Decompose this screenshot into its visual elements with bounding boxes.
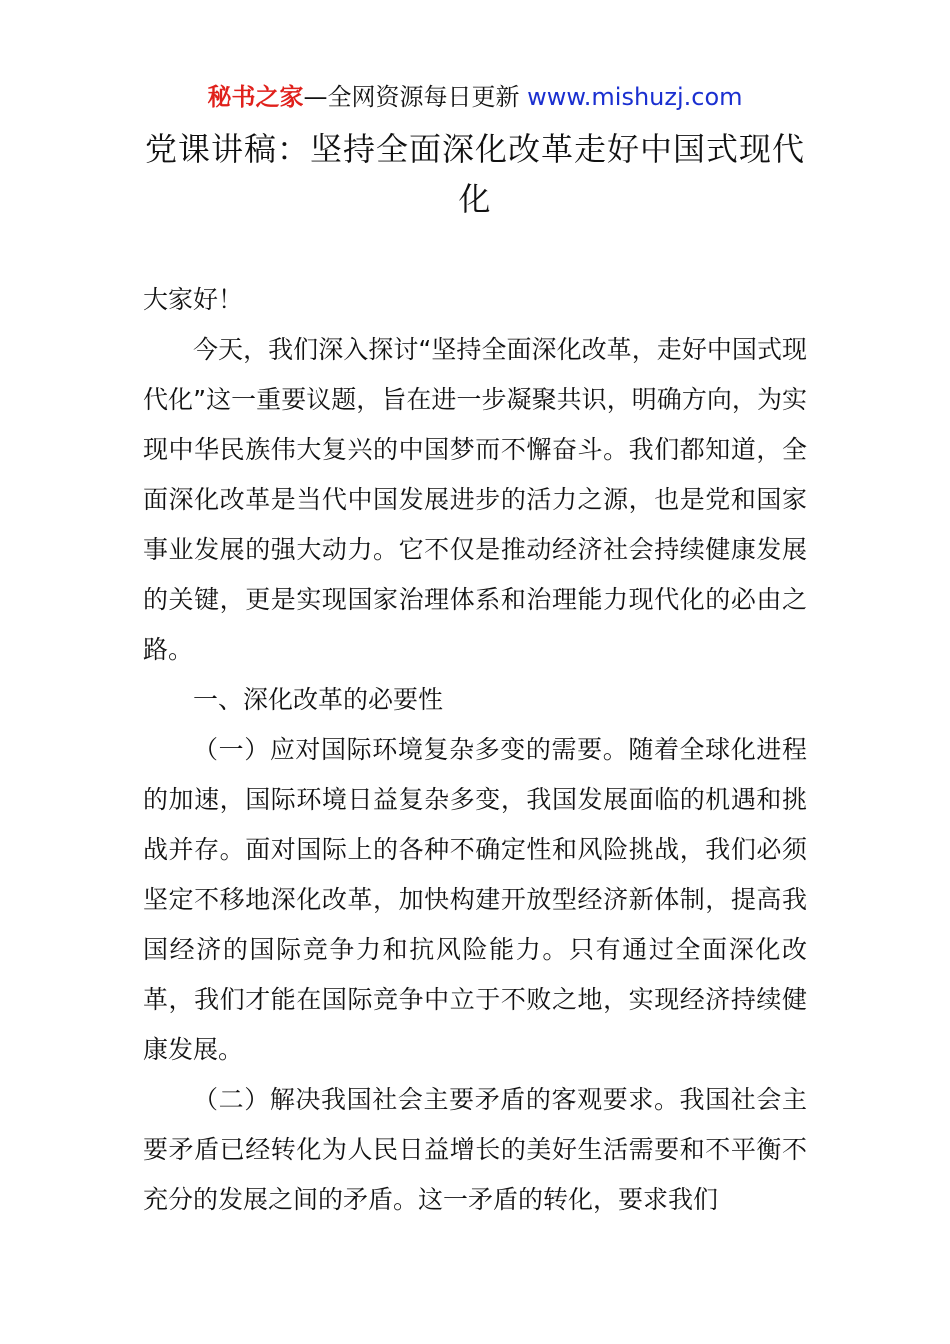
subsection-paragraph-2: （二）解决我国社会主要矛盾的客观要求。我国社会主要矛盾已经转化为人民日益增长的美好生活需要和不平衡不充分的发展之间的矛盾。这一矛盾的转化，要求我们 (143, 1085, 807, 1214)
site-url-link[interactable]: www.mishuzj.com (527, 83, 743, 111)
site-banner (0, 80, 950, 114)
intro-paragraph: 今天，我们深入探讨“坚持全面深化改革，走好中国式现代化”这一重要议题，旨在进一步凝聚共识，明确方向，为实现中华民族伟大复兴的中国梦而不懈奋斗。我们都知道，全面深化改革是当代中国发展进步的活力之源，也是党和国家事业发展的强大动力。它不仅是推动经济社会持续健康发展的关键，更是实现国家治理体系和治理能力现代化的必由之路。 (143, 335, 807, 664)
document-body (143, 275, 807, 1225)
subsection-paragraph-1: （一）应对国际环境复杂多变的需要。随着全球化进程的加速，国际环境日益复杂多变，我国发展面临的机遇和挑战并存。面对国际上的各种不确定性和风险挑战，我们必须坚定不移地深化改革，加快构建开放型经济新体制，提高我国经济的国际竞争力和抗风险能力。只有通过全面深化改革，我们才能在国际竞争中立于不败之地，实现经济持续健康发展。 (143, 735, 807, 1064)
banner-tagline: —全网资源每日更新 (303, 83, 528, 111)
brand-name: 秘书之家 (207, 83, 304, 111)
greeting: 大家好！ (143, 285, 244, 314)
document-title: 党课讲稿：坚持全面深化改革走好中国式现代化 (144, 130, 805, 218)
section-heading: 一、深化改革的必要性 (193, 685, 444, 714)
